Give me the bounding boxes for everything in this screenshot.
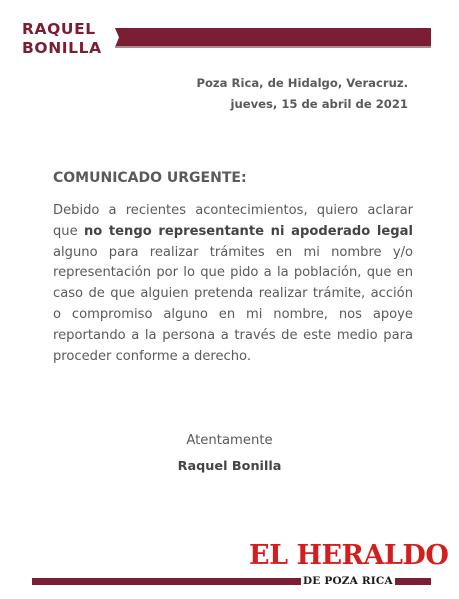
header-accent-bar — [115, 28, 431, 47]
body-text-emphasis: no tengo representante ni apoderado legal — [83, 223, 413, 239]
brand-name-line1: RAQUEL — [22, 20, 96, 38]
place-and-date — [196, 73, 408, 115]
date-text: jueves, 15 de abril de 2021 — [230, 97, 408, 111]
newspaper-watermark-title: EL HERALDO — [249, 540, 449, 571]
brand-logo — [22, 20, 102, 58]
brand-name-line2: BONILLA — [22, 39, 102, 57]
closing-salutation: Atentamente — [186, 433, 273, 448]
header-accent-underline — [115, 46, 431, 48]
newspaper-watermark-subtitle: DE POZA RICA — [303, 575, 393, 587]
body-text-part2: alguno para realizar trámites en mi nombre y/o representación por lo que pido a la población, que en caso de que alguien pretenda realizar trámite, acción o compromiso alguno en mi nombre, nos apoye reportando a la persona a través de este medio para proceder conforme a derecho. — [53, 244, 413, 364]
document-heading: COMUNICADO URGENTE: — [53, 170, 247, 186]
signature-name: Raquel Bonilla — [177, 459, 282, 474]
body-text-part1: Debido a recientes acontecimientos, quiero aclarar que — [53, 203, 413, 239]
place-text: Poza Rica, de Hidalgo, Veracruz. — [196, 76, 408, 90]
statement-body — [53, 201, 413, 367]
